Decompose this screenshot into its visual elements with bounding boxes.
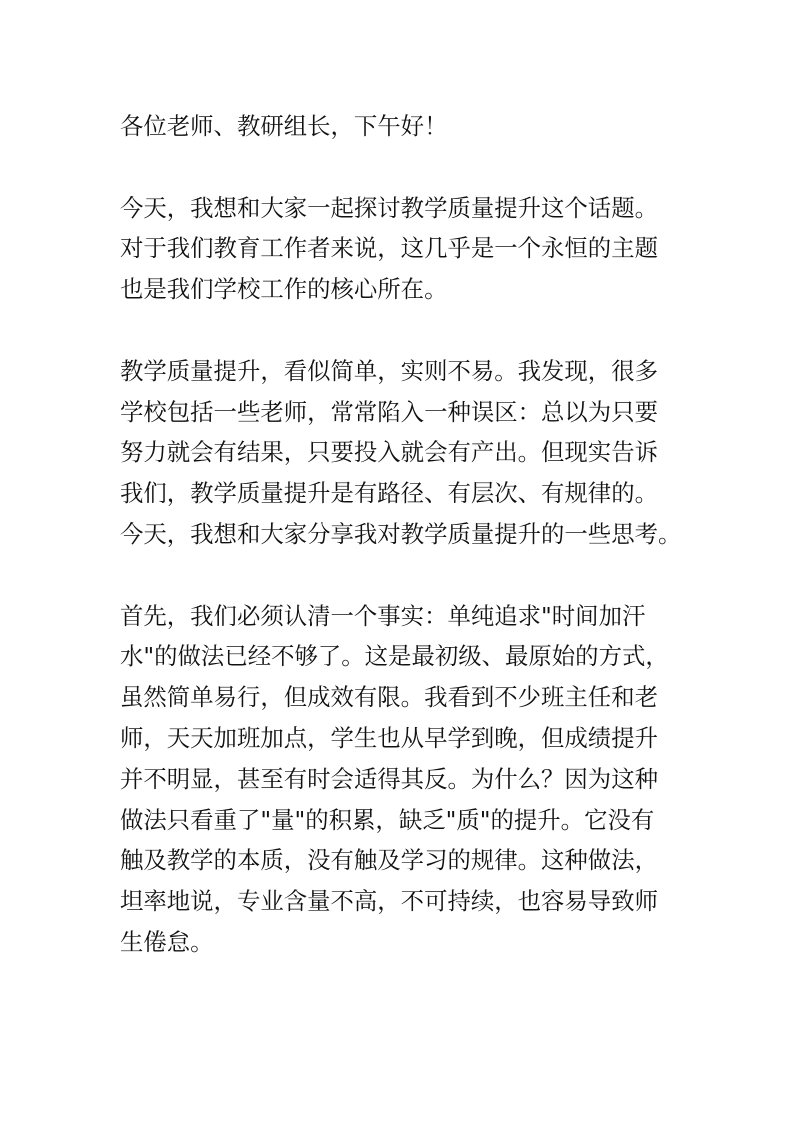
text-line: 触及教学的本质，没有触及学习的规律。这种做法， [120, 846, 658, 875]
text-line: 学校包括一些老师，常常陷入一种误区：总以为只要 [120, 397, 658, 426]
text-line: 我们，教学质量提升是有路径、有层次、有规律的。 [120, 479, 658, 508]
text-line: 做法只看重了"量"的积累，缺乏"质"的提升。它没有 [120, 805, 655, 834]
text-line: 坦率地说，专业含量不高，不可持续，也容易导致师 [120, 887, 658, 916]
text-line: 教学质量提升，看似简单，实则不易。我发现，很多 [120, 356, 658, 385]
text-line: 师，天天加班加点，学生也从早学到晚，但成绩提升 [120, 723, 658, 752]
paragraph-first-point [120, 596, 700, 963]
text-line: 也是我们学校工作的核心所在。 [120, 275, 448, 304]
speech-body [120, 106, 700, 1004]
text-line: 虽然简单易行，但成效有限。我看到不少班主任和老 [120, 683, 658, 712]
text-line: 今天，我想和大家分享我对教学质量提升的一些思考。 [120, 519, 682, 548]
text-line: 水"的做法已经不够了。这是最初级、最原始的方式， [120, 642, 669, 671]
text-line: 首先，我们必须认清一个事实：单纯追求"时间加汗 [120, 601, 646, 630]
text-line: 生倦怠。 [120, 927, 214, 956]
greeting-paragraph [120, 106, 700, 147]
text-line: 今天，我想和大家一起探讨教学质量提升这个话题。 [120, 193, 658, 222]
greeting-line: 各位老师、教研组长，下午好！ [120, 112, 448, 140]
paragraph-quality-improvement [120, 351, 700, 555]
text-line: 对于我们教育工作者来说，这几乎是一个永恒的主题 [120, 234, 658, 263]
text-line: 并不明显，甚至有时会适得其反。为什么？因为这种 [120, 764, 658, 793]
paragraph-intro [120, 188, 700, 310]
text-line: 努力就会有结果，只要投入就会有产出。但现实告诉 [120, 438, 658, 467]
